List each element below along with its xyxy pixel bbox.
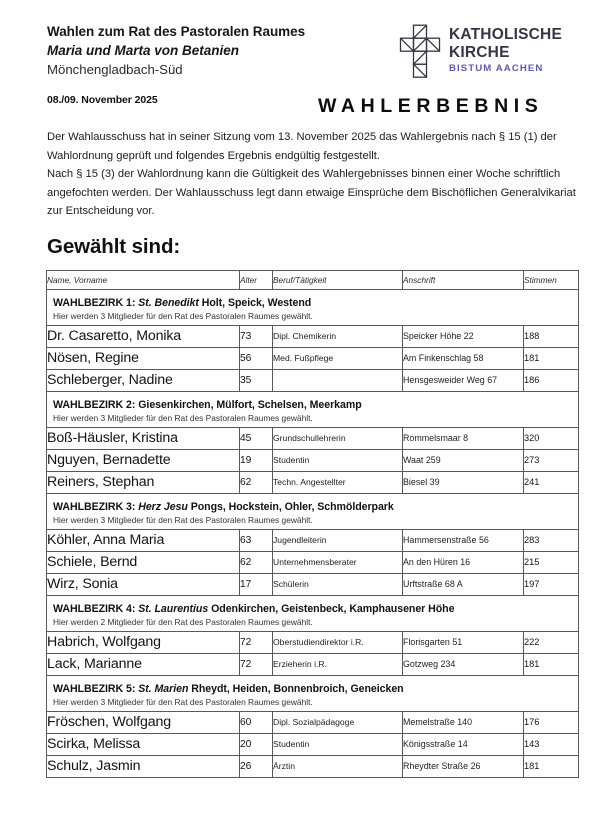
candidate-votes: 215: [524, 551, 579, 573]
section-header-row: [47, 493, 579, 529]
table-head: [47, 270, 579, 289]
logo-wordmark: [449, 24, 562, 74]
section-header-cell: [47, 391, 579, 427]
results-table: [46, 270, 579, 778]
section-church: St. Laurentius: [138, 602, 209, 615]
candidate-occupation: Studentin: [273, 449, 403, 471]
document-header: [0, 0, 602, 106]
candidate-address: Hensgesweider Weg 67: [403, 369, 524, 391]
candidate-occupation: Techn. Angestellter: [273, 471, 403, 493]
table-row: [47, 427, 579, 449]
section-note: Hier werden 3 Mitglieder für den Rat des Pastoralen Raumes gewählt.: [53, 696, 313, 707]
page-region: Mönchengladbach-Süd: [47, 62, 183, 77]
section-header-cell: [47, 493, 579, 529]
section-label: WAHLBEZIRK 2:: [53, 398, 139, 411]
table-row: [47, 551, 579, 573]
col-header-stimmen: Stimmen: [524, 270, 579, 289]
page-title: Wahlen zum Rat des Pastoralen Raumes: [47, 24, 306, 39]
table-row: [47, 755, 579, 777]
candidate-address: Am Finkenschlag 58: [403, 347, 524, 369]
candidate-age: 17: [240, 573, 273, 595]
section-title: [53, 296, 578, 310]
candidate-occupation: Dipl. Chemikerin: [273, 325, 403, 347]
candidate-address: Speicker Höhe 22: [403, 325, 524, 347]
candidate-address: Biesel 39: [403, 471, 524, 493]
candidate-address: Königsstraße 14: [403, 733, 524, 755]
candidate-occupation: Unternehmensberater: [273, 551, 403, 573]
table-row: [47, 449, 579, 471]
section-label: WAHLBEZIRK 5:: [53, 682, 139, 695]
candidate-address: Rommelsmaar 8: [403, 427, 524, 449]
candidate-votes: 176: [524, 711, 579, 733]
candidate-age: 56: [240, 347, 273, 369]
candidate-address: Urftstraße 68 A: [403, 573, 524, 595]
candidate-name: Schiele, Bernd: [47, 551, 240, 573]
table-row: [47, 653, 579, 675]
section-districts: Rheydt, Heiden, Bonnenbroich, Geneicken: [191, 682, 404, 695]
candidate-address: Waat 259: [403, 449, 524, 471]
results-table-wrapper: [0, 259, 602, 778]
candidate-occupation: Schülerin: [273, 573, 403, 595]
diocese-logo: [399, 24, 562, 82]
header-title-block: [47, 22, 399, 106]
candidate-occupation: Ärztin: [273, 755, 403, 777]
candidate-name: Dr. Casaretto, Monika: [47, 325, 240, 347]
candidate-occupation: Med. Fußpflege: [273, 347, 403, 369]
candidate-votes: 241: [524, 471, 579, 493]
table-row: [47, 711, 579, 733]
candidate-occupation: Dipl. Sozialpädagoge: [273, 711, 403, 733]
table-row: [47, 529, 579, 551]
section-header-row: [47, 289, 579, 325]
section-church: Herz Jesu: [138, 500, 188, 513]
candidate-age: 19: [240, 449, 273, 471]
candidate-occupation: Oberstudiendirektor i.R.: [273, 631, 403, 653]
intro-paragraph-1: Der Wahlausschuss hat in seiner Sitzung vom 13. November 2025 das Wahlergebnis nach § 15 (1) der Wahlordnung geprüft und folgendes Ergebnis endgültig festgestellt.: [47, 131, 557, 162]
candidate-age: 62: [240, 471, 273, 493]
candidate-occupation: Jugendleiterin: [273, 529, 403, 551]
col-header-alter: Alter: [240, 270, 273, 289]
candidate-age: 35: [240, 369, 273, 391]
candidate-occupation: Studentin: [273, 733, 403, 755]
candidate-age: 26: [240, 755, 273, 777]
candidate-age: 63: [240, 529, 273, 551]
section-title: [53, 682, 578, 696]
candidate-name: Köhler, Anna Maria: [47, 529, 240, 551]
section-label: WAHLBEZIRK 3:: [53, 500, 139, 513]
section-title: [53, 398, 578, 412]
candidate-name: Nguyen, Bernadette: [47, 449, 240, 471]
candidate-name: Habrich, Wolfgang: [47, 631, 240, 653]
candidate-address: Hammersenstraße 56: [403, 529, 524, 551]
candidate-name: Boß-Häusler, Kristina: [47, 427, 240, 449]
candidate-occupation: [273, 369, 403, 391]
candidate-votes: 283: [524, 529, 579, 551]
candidate-votes: 186: [524, 369, 579, 391]
candidate-votes: 181: [524, 653, 579, 675]
section-note: Hier werden 3 Mitglieder für den Rat des Pastoralen Raumes gewählt.: [53, 310, 313, 321]
section-districts: Pongs, Hockstein, Ohler, Schmölderpark: [190, 500, 394, 513]
section-church: St. Benedikt: [138, 296, 199, 309]
result-headline: WAHLERBEBNIS: [318, 95, 544, 117]
section-header-cell: [47, 675, 579, 711]
section-districts: Holt, Speick, Westend: [201, 296, 312, 309]
candidate-address: Memelstraße 140: [403, 711, 524, 733]
cross-icon: [399, 24, 441, 82]
section-districts: Odenkirchen, Geistenbeck, Kamphausener Höhe: [211, 602, 455, 615]
candidate-votes: 273: [524, 449, 579, 471]
candidate-votes: 320: [524, 427, 579, 449]
candidate-votes: 188: [524, 325, 579, 347]
table-row: [47, 369, 579, 391]
section-label: WAHLBEZIRK 4:: [53, 602, 139, 615]
col-header-name: Name, Vorname: [47, 270, 240, 289]
table-row: [47, 325, 579, 347]
candidate-occupation: Erzieherin i.R.: [273, 653, 403, 675]
logo-line-1: KATHOLISCHE: [449, 26, 562, 43]
logo-line-2: KIRCHE: [449, 43, 510, 61]
intro-text: [0, 106, 601, 221]
elected-heading: Gewählt sind:: [47, 234, 181, 258]
candidate-age: 45: [240, 427, 273, 449]
candidate-age: 72: [240, 631, 273, 653]
table-body: [47, 289, 579, 777]
section-title: [53, 500, 578, 514]
section-label: WAHLBEZIRK 1:: [53, 296, 139, 309]
col-header-beruf: Beruf/Tätigkeit: [273, 270, 403, 289]
table-header-row: [47, 270, 579, 289]
section-title: [53, 602, 578, 616]
table-row: [47, 471, 579, 493]
col-header-anschrift: Anschrift: [403, 270, 524, 289]
candidate-votes: 222: [524, 631, 579, 653]
table-row: [47, 733, 579, 755]
candidate-name: Fröschen, Wolfgang: [47, 711, 240, 733]
election-date: 08./09. November 2025: [47, 94, 158, 106]
candidate-votes: 181: [524, 347, 579, 369]
section-note: Hier werden 2 Mitglieder für den Rat des Pastoralen Raumes gewählt.: [53, 616, 313, 627]
candidate-name: Lack, Marianne: [47, 653, 240, 675]
candidate-address: Gotzweg 234: [403, 653, 524, 675]
candidate-name: Schleberger, Nadine: [47, 369, 240, 391]
candidate-age: 62: [240, 551, 273, 573]
section-header-cell: [47, 289, 579, 325]
intro-paragraph-2: Nach § 15 (3) der Wahlordnung kann die Gültigkeit des Wahlergebnisses binnen einer Woche schriftlich angefochten werden. Der Wahlausschuss legt dann etwaige Einsprüche dem Bischöflichen Generalvikariat zur Entscheidung vor.: [47, 168, 576, 218]
candidate-occupation: Grundschullehrerin: [273, 427, 403, 449]
section-header-cell: [47, 595, 579, 631]
section-header-row: [47, 595, 579, 631]
section-church: St. Marien: [138, 682, 189, 695]
candidate-age: 60: [240, 711, 273, 733]
candidate-address: An den Hüren 16: [403, 551, 524, 573]
section-note: Hier werden 3 Mitglieder für den Rat des Pastoralen Raumes gewählt.: [53, 514, 313, 525]
candidate-address: Rheydter Straße 26: [403, 755, 524, 777]
page-subtitle: Maria und Marta von Betanien: [47, 43, 240, 58]
candidate-name: Schulz, Jasmin: [47, 755, 240, 777]
candidate-age: 20: [240, 733, 273, 755]
candidate-votes: 143: [524, 733, 579, 755]
candidate-age: 73: [240, 325, 273, 347]
section-header-row: [47, 391, 579, 427]
section-note: Hier werden 3 Mitglieder für den Rat des Pastoralen Raumes gewählt.: [53, 412, 313, 423]
candidate-name: Reiners, Stephan: [47, 471, 240, 493]
candidate-name: Scirka, Melissa: [47, 733, 240, 755]
logo-line-3: BISTUM AACHEN: [449, 63, 544, 74]
candidate-votes: 181: [524, 755, 579, 777]
candidate-votes: 197: [524, 573, 579, 595]
table-row: [47, 631, 579, 653]
candidate-name: Nösen, Regine: [47, 347, 240, 369]
section-districts: Giesenkirchen, Mülfort, Schelsen, Meerkamp: [138, 398, 362, 411]
candidate-age: 72: [240, 653, 273, 675]
candidate-address: Florisgarten 51: [403, 631, 524, 653]
candidate-name: Wirz, Sonia: [47, 573, 240, 595]
table-row: [47, 573, 579, 595]
section-header-row: [47, 675, 579, 711]
table-row: [47, 347, 579, 369]
